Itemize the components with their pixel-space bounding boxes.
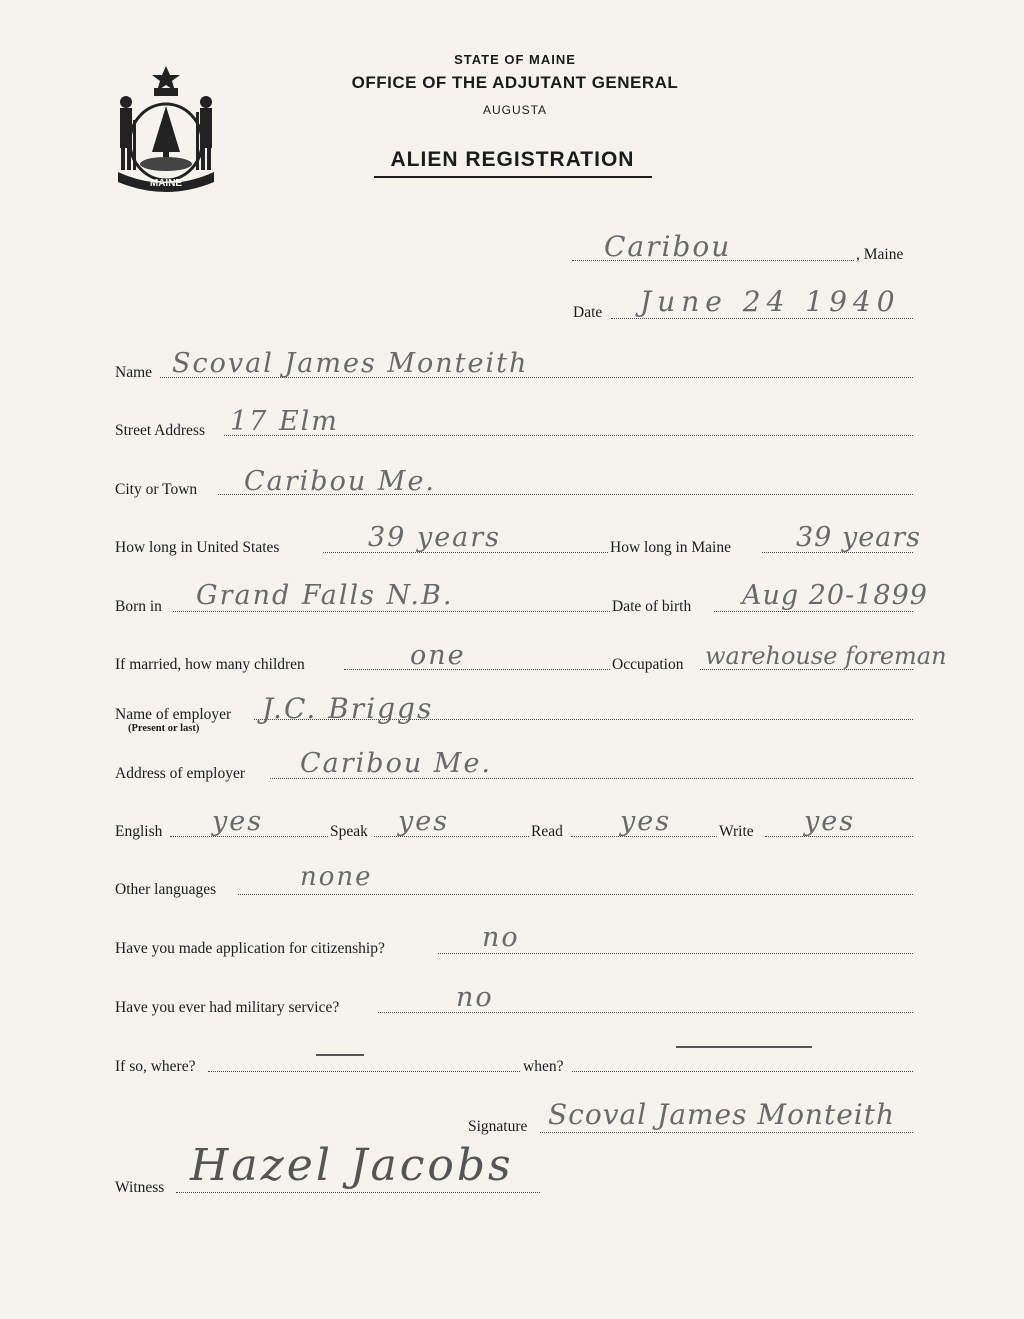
header-state: STATE OF MAINE <box>454 52 576 67</box>
occupation-label: Occupation <box>612 656 684 673</box>
city-label: City or Town <box>115 481 198 498</box>
dob-value: Aug 20-1899 <box>742 580 928 611</box>
speak-label: Speak <box>330 823 368 840</box>
children-label: If married, how many children <box>115 656 305 673</box>
employer-sublabel: (Present or last) <box>128 723 200 734</box>
date-label: Date <box>573 304 603 321</box>
signature-line <box>540 1132 913 1133</box>
witness-label: Witness <box>115 1179 165 1196</box>
birthplace-value: Grand Falls N.B. <box>196 580 454 611</box>
place-value: Caribou <box>604 230 732 263</box>
employer-label: Name of employer <box>115 706 232 723</box>
read-value: yes <box>620 806 672 837</box>
english-label: English <box>115 823 163 840</box>
when-label: when? <box>523 1058 564 1075</box>
children-value: one <box>410 640 466 671</box>
military-value: no <box>456 982 494 1013</box>
citizenship-value: no <box>482 922 520 953</box>
employer-address-label: Address of employer <box>115 765 245 782</box>
when-line <box>572 1071 913 1072</box>
where-line <box>208 1071 520 1072</box>
citizenship-label: Have you made application for citizenship? <box>115 940 385 957</box>
children-line <box>344 669 610 670</box>
read-label: Read <box>531 823 563 840</box>
header-office: OFFICE OF THE ADJUTANT GENERAL <box>351 73 679 92</box>
maine-state-seal-icon <box>108 62 224 192</box>
signature-value: Scoval James Monteith <box>548 1098 896 1131</box>
form-title: ALIEN REGISTRATION <box>390 148 635 171</box>
citizenship-line <box>438 953 913 954</box>
maine-duration-value: 39 years <box>796 522 922 553</box>
when-dash-mark <box>676 1046 812 1048</box>
date-value: June 24 1940 <box>640 285 901 318</box>
place-suffix: , Maine <box>856 246 904 263</box>
military-label: Have you ever had military service? <box>115 999 340 1016</box>
english-value: yes <box>212 806 264 837</box>
city-value: Caribou Me. <box>244 466 437 497</box>
dob-line <box>714 611 913 612</box>
write-label: Write <box>719 823 754 840</box>
us-duration-label: How long in United States <box>115 539 280 556</box>
where-dash-mark <box>316 1054 364 1056</box>
write-value: yes <box>804 806 856 837</box>
name-label: Name <box>115 364 153 381</box>
occupation-value: warehouse foreman <box>705 642 947 670</box>
street-address-value: 17 Elm <box>230 406 339 437</box>
birthplace-line <box>173 611 610 612</box>
other-languages-label: Other languages <box>115 881 217 898</box>
birthplace-label: Born in <box>115 598 162 615</box>
witness-value: Hazel Jacobs <box>190 1140 514 1191</box>
date-line <box>611 318 913 319</box>
svg-text:MAINE: MAINE <box>149 178 183 189</box>
other-languages-value: none <box>300 862 373 892</box>
where-label: If so, where? <box>115 1058 196 1075</box>
speak-value: yes <box>398 806 450 837</box>
street-address-label: Street Address <box>115 422 205 439</box>
employer-address-value: Caribou Me. <box>300 748 493 779</box>
witness-line <box>176 1192 540 1193</box>
title-underline <box>374 176 652 178</box>
header-city: AUGUSTA <box>482 103 548 117</box>
dob-label: Date of birth <box>612 598 692 615</box>
maine-duration-label: How long in Maine <box>610 539 731 556</box>
employer-value: J.C. Briggs <box>262 692 434 725</box>
other-languages-line <box>238 894 913 895</box>
signature-label: Signature <box>468 1118 528 1135</box>
name-value: Scoval James Monteith <box>172 348 529 379</box>
us-duration-value: 39 years <box>368 522 502 553</box>
